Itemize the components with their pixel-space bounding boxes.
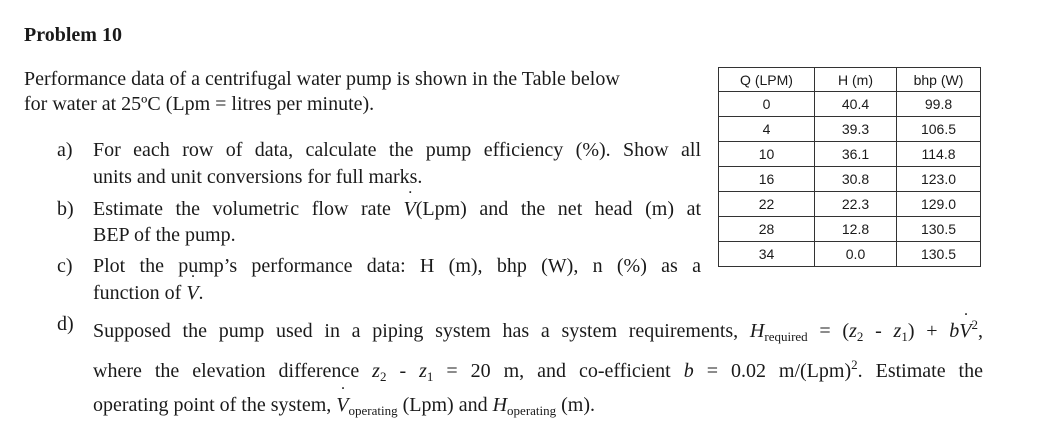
cell-head: 12.8 xyxy=(815,217,897,242)
table-row xyxy=(719,92,981,117)
question-a-line-1: For each row of data, calculate the pump efficiency (%). Show all xyxy=(93,139,701,161)
question-d-body xyxy=(93,311,983,425)
question-b-body xyxy=(93,196,701,248)
question-a-body xyxy=(93,137,701,191)
cell-bhp: 130.5 xyxy=(897,242,981,267)
cell-flow: 34 xyxy=(719,242,815,267)
question-b-line-1: Estimate the volumetric flow rate V ˙(Lpm) and the net head (m) at xyxy=(93,196,701,222)
table-row xyxy=(719,142,981,167)
question-c-body xyxy=(93,253,701,307)
cell-flow: 16 xyxy=(719,167,815,192)
question-d-line-2: where the elevation difference $z_2 - z_1 = 20$ m, and co-efficient b = 0.02 m/(Lpm)$^2$. Estimate the xyxy=(93,357,983,384)
question-a-line-2: units and unit conversions for full marks. xyxy=(93,166,423,188)
column-header-flow: Q (LPM) xyxy=(719,68,815,92)
question-c-letter: c) xyxy=(57,255,73,277)
table-row xyxy=(719,192,981,217)
cell-flow: 10 xyxy=(719,142,815,167)
question-d-line-3: operating point of the system, V $˙_{operating}$ (Lpm) and $H_{operating}$ (m). xyxy=(93,391,983,425)
problem-title: Problem 10 xyxy=(24,24,122,46)
intro-line-1: Performance data of a centrifugal water pump is shown in the Table below xyxy=(24,68,620,90)
cell-bhp: 123.0 xyxy=(897,167,981,192)
question-b-letter: b) xyxy=(57,198,74,220)
cell-head: 22.3 xyxy=(815,192,897,217)
table-row xyxy=(719,242,981,267)
cell-head: 0.0 xyxy=(815,242,897,267)
cell-flow: 28 xyxy=(719,217,815,242)
question-c-line-1: Plot the pump’s performance data: H (m), bhp (W), n (%) as a xyxy=(93,255,701,277)
intro-line-2: for water at 25ºC (Lpm = litres per minute). xyxy=(24,93,375,115)
table-row xyxy=(719,117,981,142)
cell-flow: 22 xyxy=(719,192,815,217)
cell-head: 36.1 xyxy=(815,142,897,167)
column-header-head: H (m) xyxy=(815,68,897,92)
cell-head: 39.3 xyxy=(815,117,897,142)
cell-flow: 4 xyxy=(719,117,815,142)
flow-rate-symbol: V ˙ xyxy=(186,280,198,307)
cell-bhp: 106.5 xyxy=(897,117,981,142)
cell-bhp: 129.0 xyxy=(897,192,981,217)
question-d-line-1: Supposed the pump used in a piping system has a system requirements, $H_{required} = (z_2 - z_1)$ + bV ˙$^2$, xyxy=(93,311,983,351)
flow-rate-symbol: V ˙ xyxy=(404,196,416,222)
question-d-letter: d) xyxy=(57,313,74,335)
cell-bhp: 114.8 xyxy=(897,142,981,167)
question-a-letter: a) xyxy=(57,139,73,161)
table-row xyxy=(719,217,981,242)
pump-performance-table xyxy=(718,67,981,267)
cell-bhp: 99.8 xyxy=(897,92,981,117)
cell-head: 40.4 xyxy=(815,92,897,117)
cell-bhp: 130.5 xyxy=(897,217,981,242)
question-c-line-2: function of V ˙. xyxy=(93,280,701,307)
cell-flow: 0 xyxy=(719,92,815,117)
table-header-row xyxy=(719,68,981,92)
table-row xyxy=(719,167,981,192)
cell-head: 30.8 xyxy=(815,167,897,192)
question-b-line-2: BEP of the pump. xyxy=(93,224,236,246)
column-header-bhp: bhp (W) xyxy=(897,68,981,92)
problem-intro xyxy=(24,67,714,117)
